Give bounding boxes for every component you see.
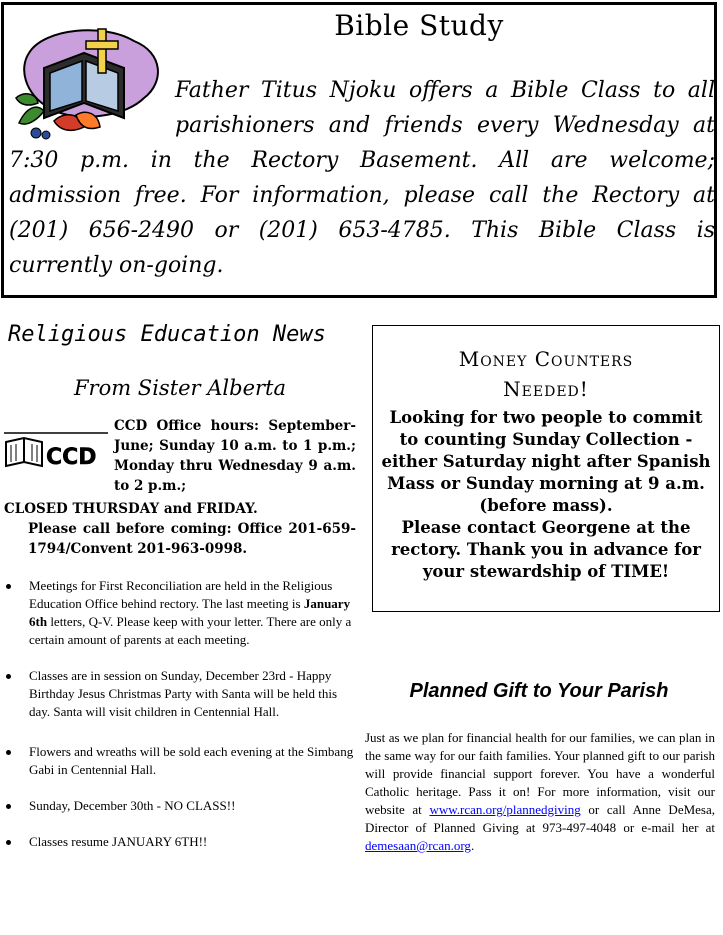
sister-alberta-subheading: From Sister Alberta: [73, 376, 287, 400]
ccd-office-hours: CCD Office hours: September-June; Sunday 10 a.m. to 1 p.m.; Monday thru Wednesday 9 a.m. to 2 p.m.;: [114, 418, 356, 494]
ccd-logo-text: CCD: [46, 445, 97, 470]
planned-gift-title: Planned Gift to Your Parish: [409, 680, 669, 702]
list-item: Classes are in session on Sunday, December 23rd - Happy Birthday Jesus Christmas Party with Santa will be held this day. Santa will visit children in Centennial Hall.: [4, 667, 358, 721]
religious-education-heading: Religious Education News: [8, 322, 326, 347]
money-counters-title: Money Counters Needed!: [458, 347, 634, 401]
bible-study-text: [9, 73, 715, 283]
email-link[interactable]: demesaan@rcan.org: [365, 838, 471, 853]
planned-gift-text: Just as we plan for financial health for our families, we can plan in the same way for our faith families. Your planned gift to our parish will provide financial support forever. You have a wonderful Catholic heritage. Pass it on! For more information, visit our website at www.rcan.org/plannedgiving or call Anne DeMesa, Director of Planned Giving at 973-497-4048 or e-mail her at demesaan@rcan.org.: [365, 730, 715, 853]
contact-phone-numbers: Please call before coming: Office 201-659-1794/Convent 201-963-0998.: [28, 521, 356, 557]
bible-study-title: Bible Study: [334, 9, 504, 42]
closed-days: CLOSED THURSDAY and FRIDAY.: [4, 501, 258, 517]
bible-study-body: Father Titus Njoku offers a Bible Class to all parishioners and friends every Wednesday at 7:30 p.m. in the Rectory Basement. All are welcome; admission free. For information, please call the Rectory at (201) 656-2490 or (201) 653-4785. This Bible Class is currently on-going.: [9, 78, 715, 278]
closed-notice: [4, 499, 356, 559]
list-item: Sunday, December 30th - NO CLASS!!: [4, 797, 358, 815]
money-counters-box: [372, 325, 720, 612]
bible-study-box: [1, 2, 717, 298]
list-item: Flowers and wreaths will be sold each evening at the Simbang Gabi in Centennial Hall.: [4, 743, 358, 779]
list-item: Meetings for First Reconciliation are held in the Religious Education Office behind rectory. The last meeting is January 6th letters, Q-V. Please keep with your letter. There are only a certain amount of parents at each meeting.: [4, 577, 358, 649]
ccd-logo-icon: [4, 430, 108, 470]
money-counters-text: Looking for two people to commit to counting Sunday Collection - either Saturday night after Spanish Mass or Sunday morning at 9 a.m. (before mass). Please contact Georgene at the rectory. Thank you in advance for your stewardship of TIME!: [381, 408, 711, 581]
religious-education-bullets: [4, 577, 358, 851]
list-item: Classes resume JANUARY 6TH!!: [4, 833, 358, 851]
planned-giving-link[interactable]: www.rcan.org/plannedgiving: [429, 802, 581, 817]
